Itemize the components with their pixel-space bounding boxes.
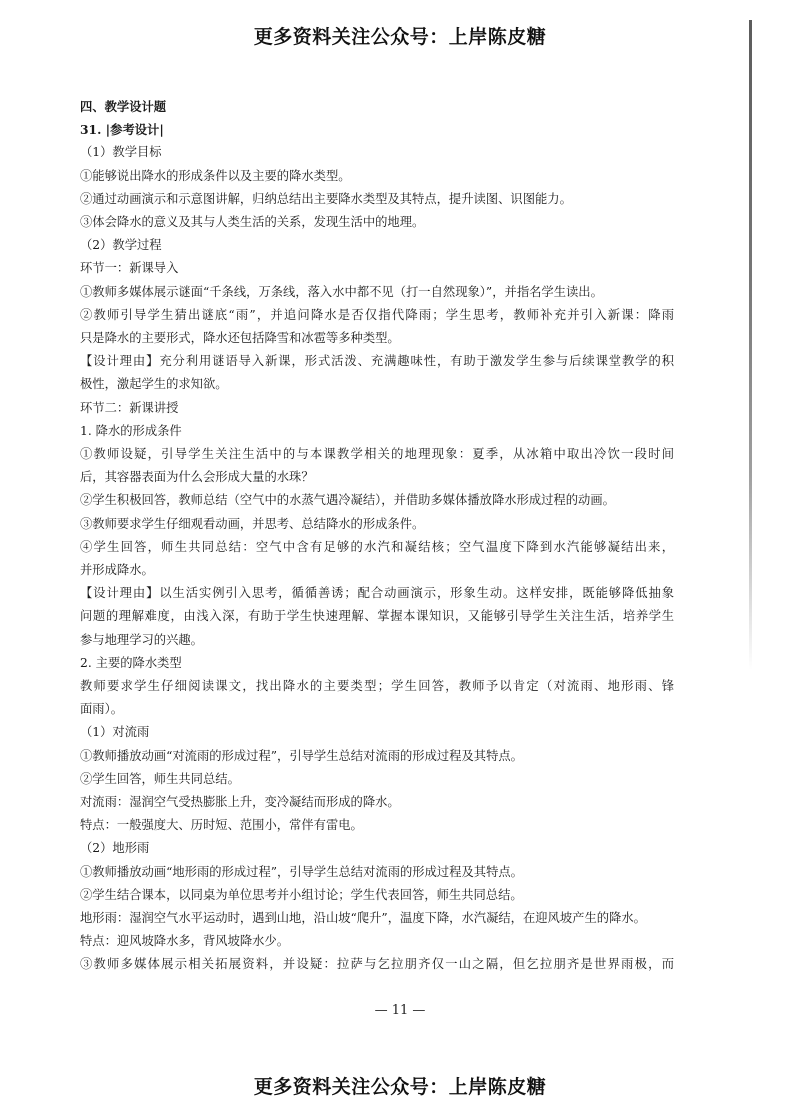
- text-line: 2. 主要的降水类型: [80, 655, 182, 670]
- text-line: （2）教学过程: [80, 238, 162, 253]
- text-line: ④学生回答，师生共同总结：空气中含有足够的水汽和凝结核；空气温度下降到水汽能够凝结出来，: [80, 539, 674, 554]
- text-line: （1）对流雨: [80, 725, 150, 740]
- text-line: 1. 降水的形成条件: [80, 423, 182, 438]
- text-line: 31. |参考设计|: [80, 122, 164, 138]
- text-line: 问题的理解难度，由浅入深，有助于学生快速理解、掌握本课知识，又能够引导学生关注生活，培养学生: [80, 609, 674, 624]
- text-line: ②教师引导学生猜出谜底“雨”，并追问降水是否仅指代降雨；学生思考，教师补充并引入新课：降雨: [80, 307, 674, 322]
- footer-banner: 更多资料关注公众号：上岸陈皮糖: [253, 1076, 547, 1098]
- text-line: 地形雨：湿润空气水平运动时，遇到山地，沿山坡“爬升”，温度下降，水汽凝结，在迎风坡产生的降水。: [80, 911, 646, 925]
- text-line: ③教师要求学生仔细观看动画，并思考、总结降水的形成条件。: [80, 516, 425, 531]
- text-line: ①教师播放动画“对流雨的形成过程”，引导学生总结对流雨的形成过程及其特点。: [80, 748, 523, 763]
- text-line: 极性，激起学生的求知欲。: [80, 377, 228, 392]
- text-line: 面雨）。: [80, 702, 124, 717]
- text-line: （1）教学目标: [80, 145, 162, 160]
- text-line: 对流雨：湿润空气受热膨胀上升，变冷凝结而形成的降水。: [80, 794, 400, 809]
- text-line: （2）地形雨: [80, 841, 150, 856]
- document-body: [80, 95, 674, 977]
- text-line: ②学生回答，师生共同总结。: [80, 771, 240, 786]
- text-line: 特点：一般强度大、历时短、范围小，常伴有雷电。: [80, 818, 363, 833]
- text-line: 环节一：新课导入: [80, 261, 179, 276]
- text-line: 环节二：新课讲授: [80, 400, 179, 415]
- text-line: ①教师播放动画“地形雨的形成过程”，引导学生总结对流雨的形成过程及其特点。: [80, 864, 523, 879]
- text-line: 【设计理由】以生活实例引入思考，循循善诱；配合动画演示，形象生动。这样安排，既能够降低抽象: [80, 586, 674, 601]
- text-line: ②通过动画演示和示意图讲解，归纳总结出主要降水类型及其特点，提升读图、识图能力。: [80, 191, 572, 206]
- text-line: 教师要求学生仔细阅读课文，找出降水的主要类型；学生回答，教师予以肯定（对流雨、地形雨、锋: [80, 678, 674, 693]
- text-line: ②学生积极回答，教师总结（空气中的水蒸气遇冷凝结），并借助多媒体播放降水形成过程的动画。: [80, 493, 615, 508]
- text-line: ①教师多媒体展示谜面“千条线，万条线，落入水中都不见（打一自然现象）”，并指名学生读出。: [80, 284, 603, 299]
- text-line: ③教师多媒体展示相关拓展资料，并设疑：拉萨与乞拉朋齐仅一山之隔，但乞拉朋齐是世界雨极，而: [80, 957, 674, 972]
- text-line: 参与地理学习的兴趣。: [80, 632, 203, 647]
- text-line: 只是降水的主要形式，降水还包括降雪和冰雹等多种类型。: [80, 331, 400, 346]
- text-line: 特点：迎风坡降水多，背风坡降水少。: [80, 934, 290, 949]
- page-number: — 11 —: [374, 1003, 426, 1018]
- scan-edge-mark: [749, 20, 752, 670]
- header-banner: 更多资料关注公众号：上岸陈皮糖: [253, 26, 547, 48]
- text-line: 【设计理由】充分利用谜语导入新课，形式活泼、充满趣味性，有助于激发学生参与后续课堂教学的积: [80, 354, 674, 369]
- text-line: ①能够说出降水的形成条件以及主要的降水类型。: [80, 168, 351, 183]
- text-line: ③体会降水的意义及其与人类生活的关系，发现生活中的地理。: [80, 215, 425, 230]
- text-line: 四、教学设计题: [80, 99, 167, 114]
- text-line: ②学生结合课本，以同桌为单位思考并小组讨论；学生代表回答，师生共同总结。: [80, 887, 523, 902]
- text-line: ①教师设疑，引导学生关注生活中的与本课教学相关的地理现象：夏季，从冰箱中取出冷饮一段时间: [80, 447, 674, 462]
- text-line: 并形成降水。: [80, 563, 154, 577]
- text-line: 后，其容器表面为什么会形成大量的水珠？: [80, 470, 314, 485]
